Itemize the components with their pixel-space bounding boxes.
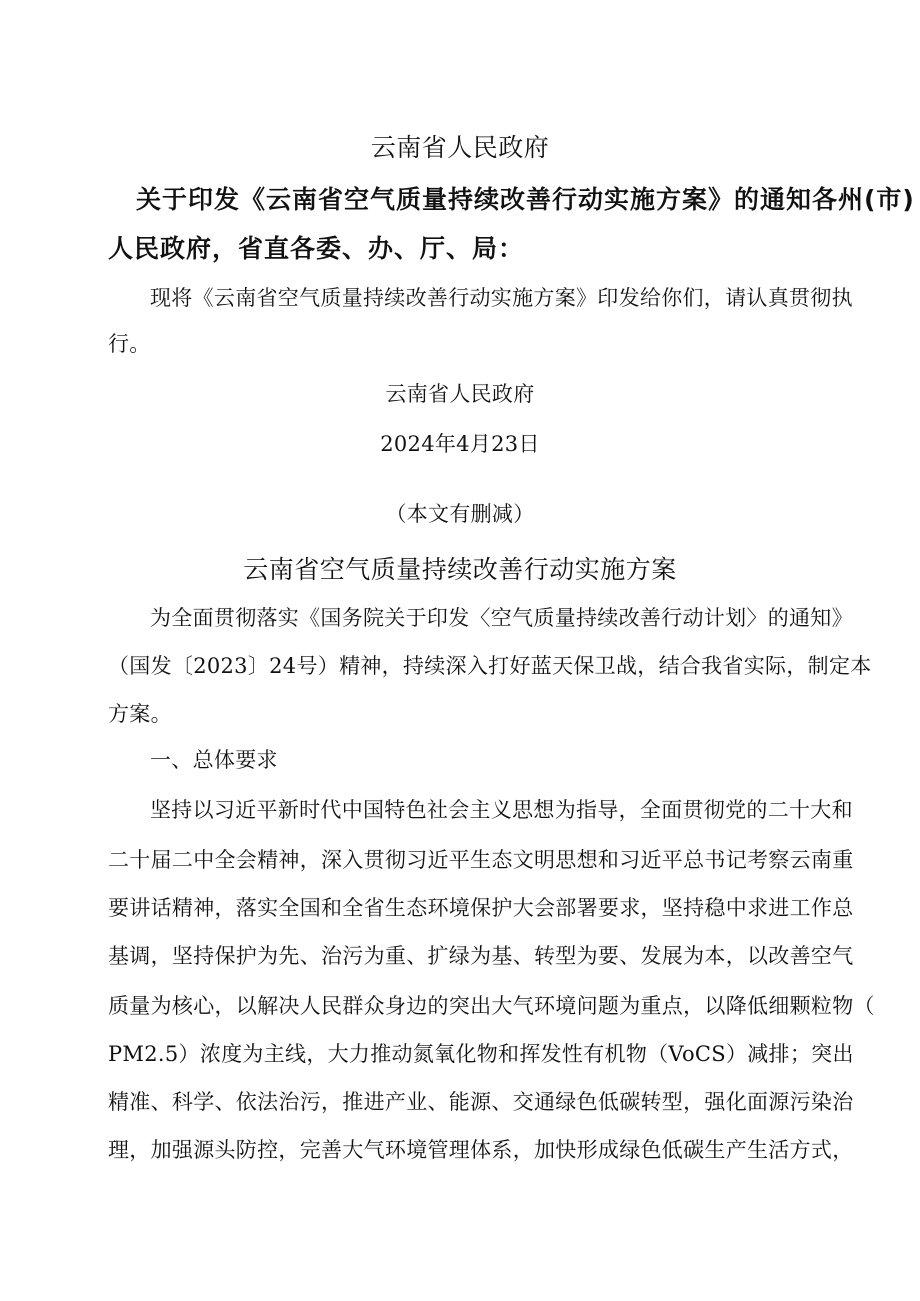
signature-org: 云南省人民政府 (385, 382, 535, 406)
section-heading: 一、总体要求 (150, 748, 278, 772)
section-line: 要讲话精神，落实全国和全省生态环境保护大会部署要求，坚持稳中求进工作总 (108, 896, 854, 920)
notice-title-line-1: 关于印发《云南省空气质量持续改善行动实施方案》的通知各州(市) (136, 185, 915, 214)
section-line: PM2.5）浓度为主线，大力推动氮氧化物和挥发性有机物（VoCS）减排；突出 (108, 1042, 854, 1066)
intro-line: 方案。 (108, 702, 172, 726)
intro-line: （国发〔2023〕24号）精神，持续深入打好蓝天保卫战，结合我省实际，制定本 (108, 654, 872, 678)
abridged-note: （本文有删减） (385, 502, 535, 526)
section-line: 坚持以习近平新时代中国特色社会主义思想为指导，全面贯彻党的二十大和 (150, 798, 853, 822)
section-line: 质量为核心，以解决人民群众身边的突出大气环境问题为重点，以降低细颗粒物（ (108, 994, 875, 1018)
notice-body-line-2: 行。 (108, 332, 151, 356)
notice-title-line-2: 人民政府，省直各委、办、厅、局： (108, 234, 525, 263)
section-line: 理，加强源头防控，完善大气环境管理体系，加快形成绿色低碳生产生活方式， (108, 1138, 854, 1162)
notice-body-line-1: 现将《云南省空气质量持续改善行动实施方案》印发给你们，请认真贯彻执 (150, 286, 853, 310)
section-line: 基调，坚持保护为先、治污为重、扩绿为基、转型为要、发展为本，以改善空气 (108, 944, 854, 968)
section-line: 精准、科学、依法治污，推进产业、能源、交通绿色低碳转型，强化面源污染治 (108, 1090, 854, 1114)
intro-line: 为全面贯彻落实《国务院关于印发〈空气质量持续改善行动计划〉的通知》 (150, 606, 853, 630)
org-title: 云南省人民政府 (370, 133, 550, 162)
plan-title: 云南省空气质量持续改善行动实施方案 (243, 555, 677, 584)
section-line: 二十届二中全会精神，深入贯彻习近平生态文明思想和习近平总书记考察云南重 (108, 848, 854, 872)
signature-date: 2024年4月23日 (380, 432, 540, 456)
